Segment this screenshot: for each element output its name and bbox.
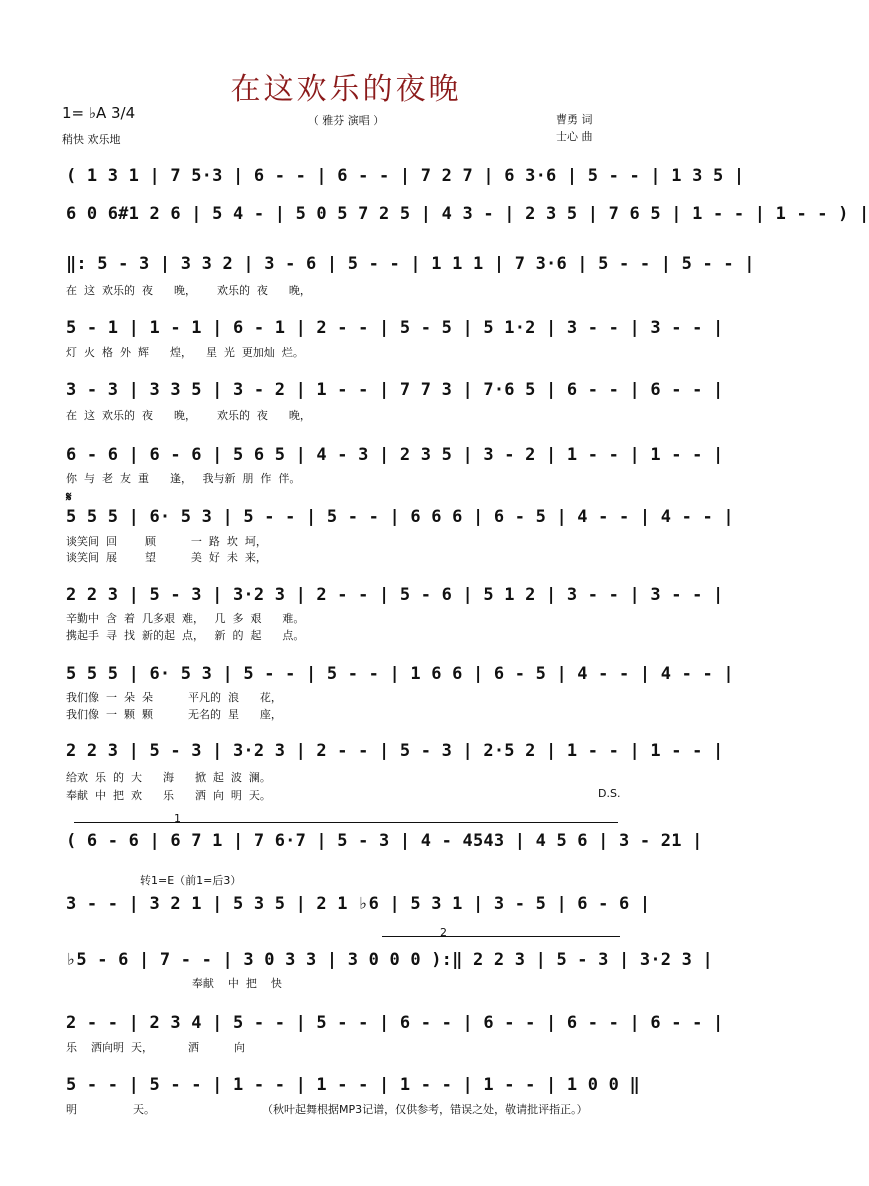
score-line-15: 5 - - | 5 - - | 1 - - | 1 - - | 1 - - | 1 - - | 1 0 0 ‖ xyxy=(66,1075,640,1095)
score-line-12: 3 - - | 3 2 1 | 5 3 5 | 2 1 ♭6 | 5 3 1 | 3 - 5 | 6 - 6 | xyxy=(66,894,651,914)
lyric-line-3a: 在 这 欢乐的 夜 晚， 欢乐的 夜 晚， xyxy=(66,284,311,297)
da-segno-mark: D.S. xyxy=(598,787,621,800)
lyric-line-9a: 我们像 一 朵 朵 平凡的 浪 花， xyxy=(66,691,282,704)
lyric-line-6a: 你 与 老 友 重 逢， 我与新 朋 作 伴。 xyxy=(66,472,301,485)
lyric-line-7a: 谈笑间 回 顾 一 路 坎 坷， xyxy=(66,535,267,548)
score-line-7: 5 5 5 | 6· 5 3 | 5 - - | 5 - - | 6 6 6 | 6 - 5 | 4 - - | 4 - - | xyxy=(66,507,734,527)
score-line-1: ( 1 3 1 | 7 5·3 | 6 - - | 6 - - | 7 2 7 | 6 3·6 | 5 - - | 1 3 5 | xyxy=(66,166,745,186)
volta-2-label: 2 xyxy=(440,926,447,939)
score-line-14: 2 - - | 2 3 4 | 5 - - | 5 - - | 6 - - | 6 - - | 6 - - | 6 - - | xyxy=(66,1013,724,1033)
song-title: 在这欢乐的夜晚 xyxy=(230,72,462,107)
modulation-mark: 转1=E（前1=后3） xyxy=(140,874,242,887)
segno-sign: 𝄋 xyxy=(66,490,72,505)
lyric-line-10b: 奉献 中 把 欢 乐 洒 向 明 天。 xyxy=(66,789,271,802)
transcriber-note: （秋叶起舞根据MP3记谱，仅供参考，错误之处，敬请批评指正。） xyxy=(262,1103,588,1116)
volta-1-label: 1 xyxy=(174,812,181,825)
score-line-10: 2 2 3 | 5 - 3 | 3·2 3 | 2 - - | 5 - 3 | 2·5 2 | 1 - - | 1 - - | xyxy=(66,741,724,761)
tempo-marking: 稍快 欢乐地 xyxy=(62,133,121,146)
singer-credit: （ 雅芬 演唱 ） xyxy=(307,114,385,127)
lyric-line-8a: 辛勤中 含 着 几多艰 难， 几 多 艰 难。 xyxy=(66,612,305,625)
volta-2-bracket xyxy=(382,936,620,937)
lyric-line-7b: 谈笑间 展 望 美 好 未 来， xyxy=(66,551,267,564)
score-line-6: 6 - 6 | 6 - 6 | 5 6 5 | 4 - 3 | 2 3 5 | 3 - 2 | 1 - - | 1 - - | xyxy=(66,445,724,465)
score-line-5: 3 - 3 | 3 3 5 | 3 - 2 | 1 - - | 7 7 3 | 7·6 5 | 6 - - | 6 - - | xyxy=(66,380,724,400)
lyric-line-15a: 明 天。 xyxy=(66,1103,155,1116)
volta-1-bracket xyxy=(74,822,618,823)
score-line-8: 2 2 3 | 5 - 3 | 3·2 3 | 2 - - | 5 - 6 | 5 1 2 | 3 - - | 3 - - | xyxy=(66,585,724,605)
score-line-4: 5 - 1 | 1 - 1 | 6 - 1 | 2 - - | 5 - 5 | 5 1·2 | 3 - - | 3 - - | xyxy=(66,318,724,338)
key-signature: 1= ♭A 3/4 xyxy=(62,104,136,122)
score-line-13: ♭5 - 6 | 7 - - | 3 0 3 3 | 3 0 0 0 ):‖ 2 2 3 | 5 - 3 | 3·2 3 | xyxy=(66,950,713,970)
lyric-line-14a: 乐 洒向明 天， 洒 向 xyxy=(66,1041,245,1054)
lyric-line-13a: 奉献 中 把 快 xyxy=(66,977,282,990)
lyricist-credit: 曹勇 词 xyxy=(556,113,593,126)
lyric-line-4a: 灯 火 格 外 辉 煌， 星 光 更加灿 烂。 xyxy=(66,346,304,359)
score-line-9: 5 5 5 | 6· 5 3 | 5 - - | 5 - - | 1 6 6 | 6 - 5 | 4 - - | 4 - - | xyxy=(66,664,734,684)
composer-credit: 士心 曲 xyxy=(556,130,593,143)
lyric-line-8b: 携起手 寻 找 新的起 点， 新 的 起 点。 xyxy=(66,629,305,642)
lyric-line-5a: 在 这 欢乐的 夜 晚， 欢乐的 夜 晚， xyxy=(66,409,311,422)
score-line-2: 6 0 6#1 2 6 | 5 4 - | 5 0 5 7 2 5 | 4 3 - | 2 3 5 | 7 6 5 | 1 - - | 1 - - ) | xyxy=(66,204,869,224)
lyric-line-9b: 我们像 一 颗 颗 无名的 星 座， xyxy=(66,708,282,721)
score-line-11: ( 6 - 6 | 6 7 1 | 7 6·7 | 5 - 3 | 4 - 4543 | 4 5 6 | 3 - 21 | xyxy=(66,831,703,851)
score-line-3: ‖: 5 - 3 | 3 3 2 | 3 - 6 | 5 - - | 1 1 1 | 7 3·6 | 5 - - | 5 - - | xyxy=(66,254,755,274)
lyric-line-10a: 给欢 乐 的 大 海 掀 起 波 澜。 xyxy=(66,771,271,784)
